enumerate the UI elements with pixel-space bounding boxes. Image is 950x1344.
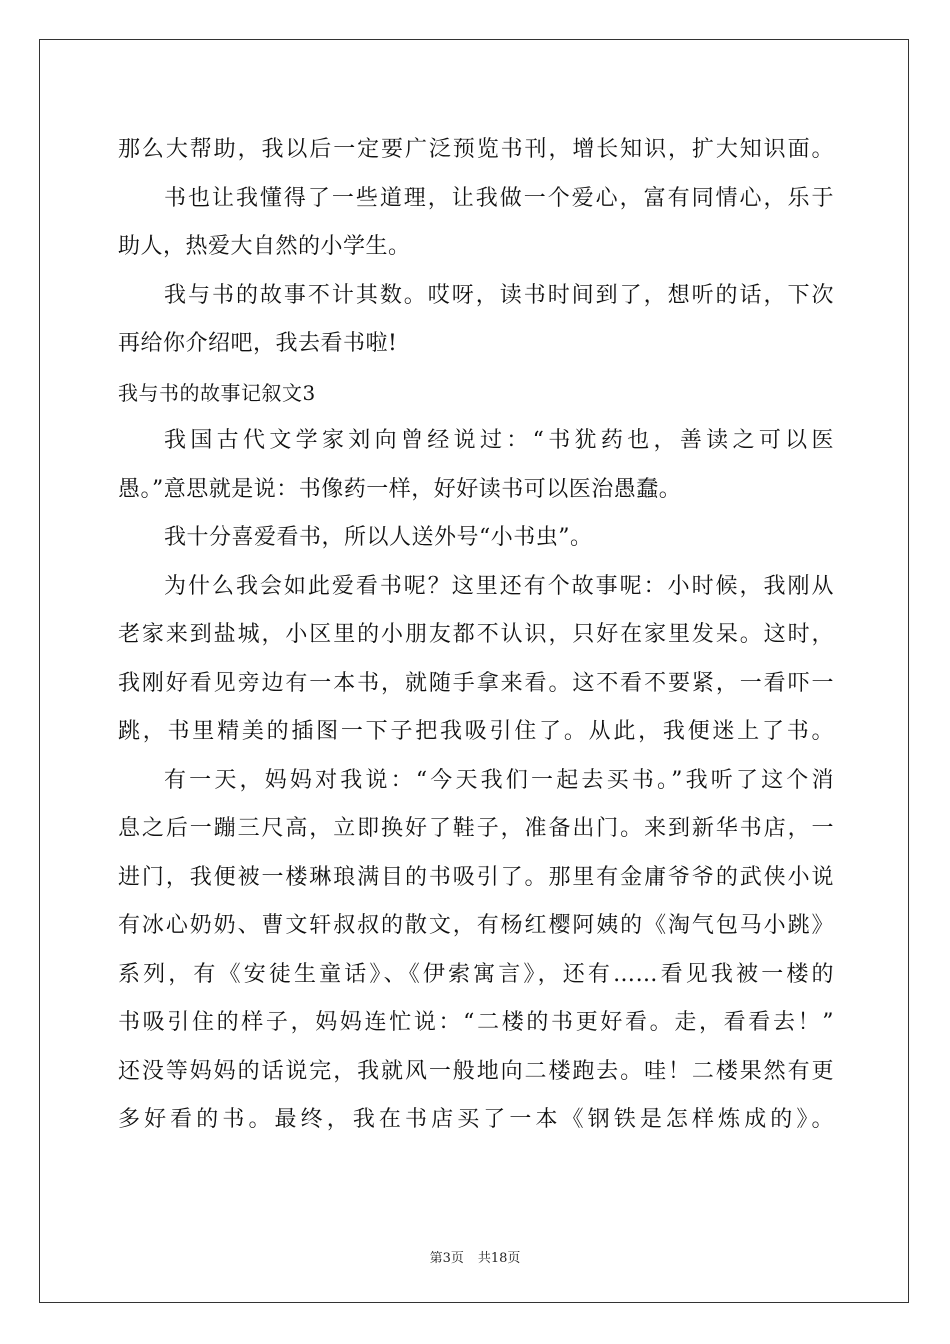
text-line: 系列，有《安徒生童话》、《伊索寓言》，还有……看见我被一楼的 <box>118 961 834 987</box>
text-line: 还没等妈妈的话说完，我就风一般地向二楼跑去。哇！二楼果然有更 <box>118 1058 834 1084</box>
text-line: 进门，我便被一楼琳琅满目的书吸引了。那里有金庸爷爷的武侠小说 <box>118 864 834 890</box>
document-body <box>118 126 834 1145</box>
page-footer <box>0 1247 950 1266</box>
text-line: 有一天，妈妈对我说：“今天我们一起去买书。”我听了这个消 <box>164 767 834 793</box>
text-line: 我国古代文学家刘向曾经说过：“书犹药也，善读之可以医 <box>164 428 834 453</box>
text-line: 我刚好看见旁边有一本书，就随手拿来看。这不看不要紧，一看吓一 <box>118 670 834 696</box>
text-line: 多好看的书。最终，我在书店买了一本《钢铁是怎样炼成的》。 <box>118 1107 834 1132</box>
section-heading: 我与书的故事记叙文3 <box>118 380 316 405</box>
text-line: 为什么我会如此爱看书呢？这里还有个故事呢：小时候，我刚从 <box>164 573 834 599</box>
text-line: 我十分喜爱看书，所以人送外号“小书虫”。 <box>164 525 593 550</box>
current-page-number: 第3页 <box>429 1251 464 1266</box>
text-line: 那么大帮助，我以后一定要广泛预览书刊，增长知识，扩大知识面。 <box>118 137 834 162</box>
text-line: 书也让我懂得了一些道理，让我做一个爱心，富有同情心，乐于 <box>164 185 834 211</box>
text-line: 我与书的故事不计其数。哎呀，读书时间到了，想听的话，下次 <box>164 282 834 308</box>
text-line: 息之后一蹦三尺高，立即换好了鞋子，准备出门。来到新华书店，一 <box>118 816 834 841</box>
text-line: 再给你介绍吧，我去看书啦! <box>118 331 398 356</box>
text-line: 书吸引住的样子，妈妈连忙说：“二楼的书更好看。走，看看去！” <box>118 1010 834 1035</box>
text-line: 有冰心奶奶、曹文轩叔叔的散文，有杨红樱阿姨的《淘气包马小跳》 <box>118 913 834 938</box>
total-pages: 共18页 <box>477 1251 521 1266</box>
text-line: 愚。”意思就是说：书像药一样，好好读书可以医治愚蠢。 <box>118 476 682 502</box>
text-line: 老家来到盐城，小区里的小朋友都不认识，只好在家里发呆。这时， <box>118 622 834 647</box>
text-line: 助人，热爱大自然的小学生。 <box>118 234 411 259</box>
text-line: 跳，书里精美的插图一下子把我吸引住了。从此，我便迷上了书。 <box>118 719 834 744</box>
